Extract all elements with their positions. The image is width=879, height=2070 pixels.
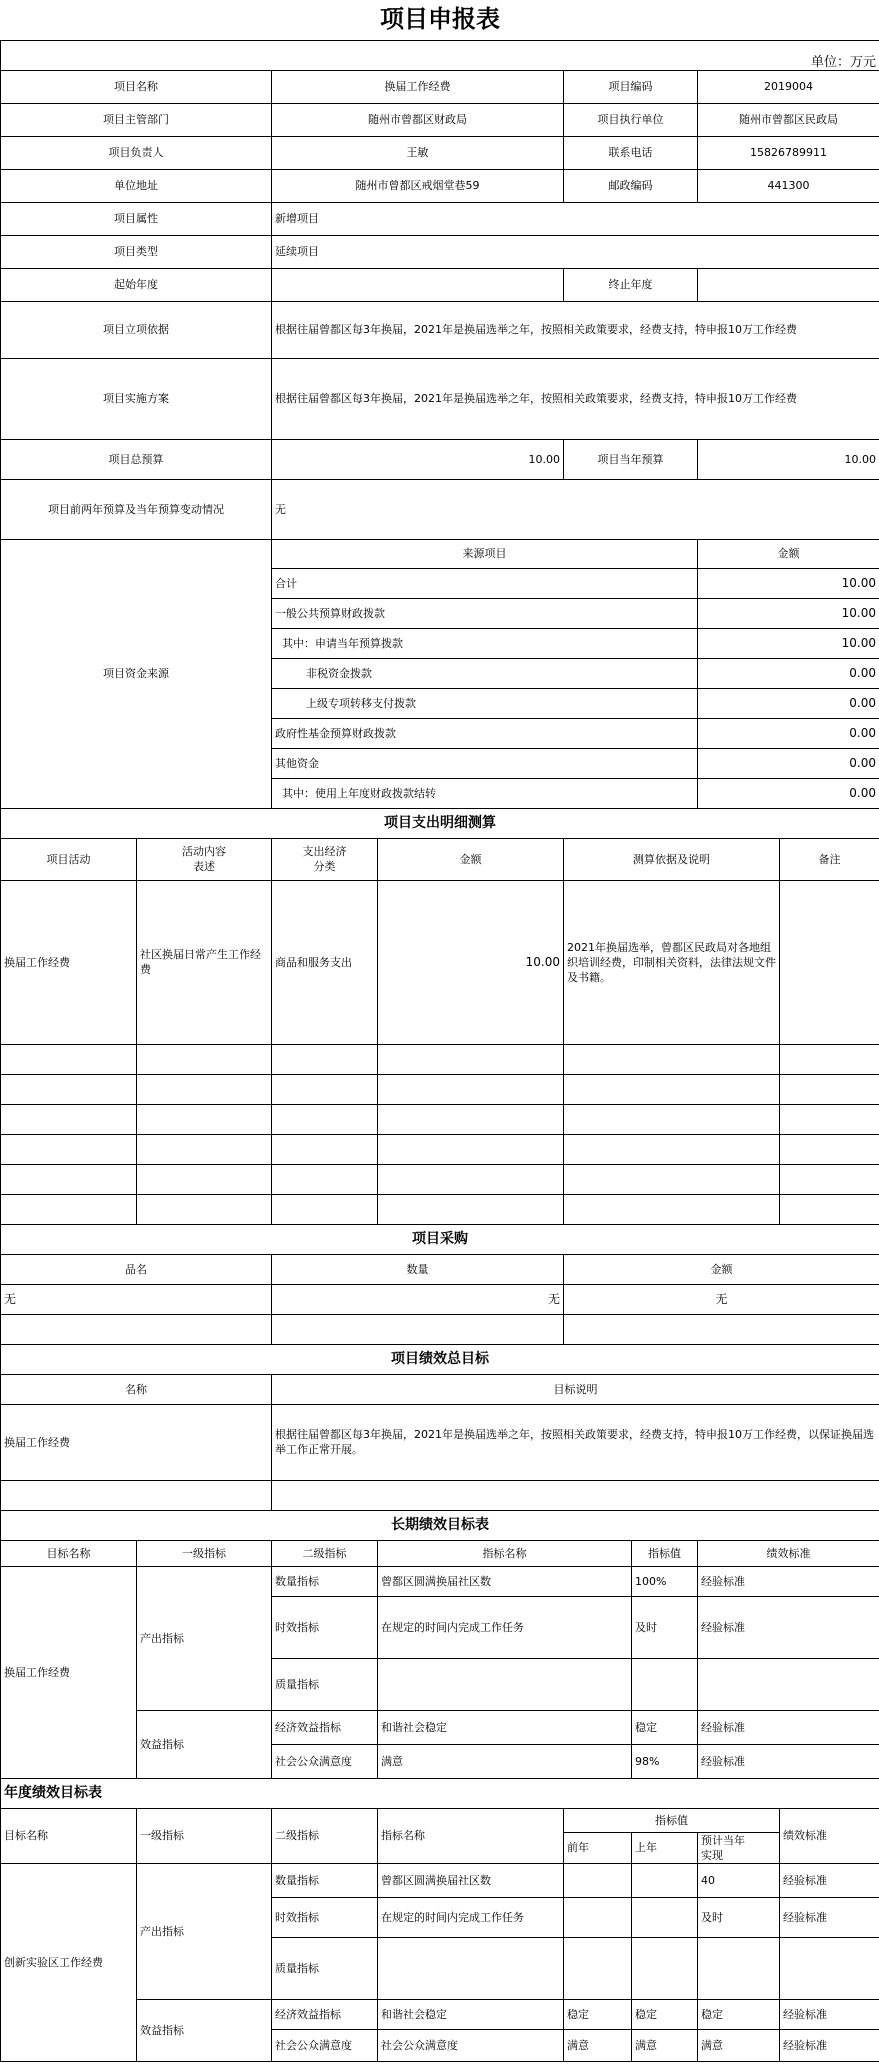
- unit-label: 单位：万元: [1, 40, 879, 70]
- annual-header-l2: 二级指标: [272, 1808, 378, 1863]
- funding-row-name: 一般公共预算财政拨款: [272, 598, 698, 628]
- funding-row-name: 非税资金拨款: [272, 658, 698, 688]
- expense-header-basis: 测算依据及说明: [564, 838, 780, 880]
- project-code-value: 2019004: [698, 70, 879, 103]
- annual-header-target: 目标名称: [1, 1808, 137, 1863]
- expense-note: [780, 880, 879, 1044]
- funding-row-amount: 0.00: [698, 658, 879, 688]
- annual-prev2: 满意: [564, 2029, 632, 2061]
- annual-target: 创新实验区工作经费: [1, 1863, 137, 2061]
- long-term-l2: 时效指标: [272, 1596, 378, 1658]
- project-name-value: 换届工作经费: [272, 70, 564, 103]
- plan-value: 根据往届曾都区每3年换届，2021年是换届选举之年，按照相关政策要求，经费支持，特申报10万工作经费: [272, 358, 879, 439]
- expense-header-amount: 金额: [378, 838, 564, 880]
- funding-row-amount: 0.00: [698, 688, 879, 718]
- person-label: 项目负责人: [1, 136, 272, 169]
- procurement-header-amount: 金额: [564, 1254, 879, 1284]
- funding-row-amount: 0.00: [698, 748, 879, 778]
- long-term-header-l1: 一级指标: [137, 1540, 272, 1566]
- funding-label: 项目资金来源: [1, 539, 272, 808]
- funding-row-amount: 10.00: [698, 568, 879, 598]
- end-year-value: [698, 268, 879, 301]
- expense-empty-row: [1, 1134, 879, 1164]
- expense-content: 社区换届日常产生工作经费: [137, 880, 272, 1044]
- annual-std: [780, 1937, 879, 1999]
- long-term-section-title: 长期绩效目标表: [1, 1510, 879, 1540]
- annual-header-value: 指标值: [564, 1808, 780, 1832]
- expense-category: 商品和服务支出: [272, 880, 378, 1044]
- procurement-section-title: 项目采购: [1, 1224, 879, 1254]
- attr-value: 新增项目: [272, 202, 879, 235]
- expense-empty-row: [1, 1044, 879, 1074]
- perf-goal-desc: 根据往届曾都区每3年换届，2021年是换届选举之年，按照相关政策要求，经费支持，特申报10万工作经费，以保证换届选举工作正常开展。: [272, 1404, 879, 1480]
- total-budget-value: 10.00: [272, 439, 564, 479]
- annual-header-std: 绩效标准: [780, 1808, 879, 1863]
- funding-row-amount: 10.00: [698, 628, 879, 658]
- long-term-std: 经验标准: [698, 1566, 879, 1596]
- long-term-target: 换届工作经费: [1, 1566, 137, 1778]
- long-term-l2: 社会公众满意度: [272, 1744, 378, 1778]
- expense-header-activity: 项目活动: [1, 838, 137, 880]
- annual-l2: 社会公众满意度: [272, 2029, 378, 2061]
- expense-activity: 换届工作经费: [1, 880, 137, 1044]
- annual-current: 满意: [698, 2029, 780, 2061]
- expense-header-note: 备注: [780, 838, 879, 880]
- annual-name: 和谐社会稳定: [378, 1999, 564, 2029]
- annual-std: 经验标准: [780, 1999, 879, 2029]
- expense-header-content: 活动内容 表述: [137, 838, 272, 880]
- annual-current: 40: [698, 1863, 780, 1897]
- funding-row-name: 其中：申请当年预算拨款: [272, 628, 698, 658]
- project-code-label: 项目编码: [564, 70, 698, 103]
- phone-label: 联系电话: [564, 136, 698, 169]
- annual-std: 经验标准: [780, 1863, 879, 1897]
- long-term-header-std: 绩效标准: [698, 1540, 879, 1566]
- dept-label: 项目主管部门: [1, 103, 272, 136]
- expense-header-category: 支出经济 分类: [272, 838, 378, 880]
- funding-row-name: 其中：使用上年度财政拨款结转: [272, 778, 698, 808]
- start-year-label: 起始年度: [1, 268, 272, 301]
- plan-label: 项目实施方案: [1, 358, 272, 439]
- annual-header-current: 预计当年 实现: [698, 1832, 780, 1863]
- annual-name: 在规定的时间内完成工作任务: [378, 1897, 564, 1937]
- annual-header-prev2: 前年: [564, 1832, 632, 1863]
- long-term-value: [632, 1658, 698, 1710]
- person-value: 王敏: [272, 136, 564, 169]
- basis-value: 根据往届曾都区每3年换届，2021年是换届选举之年，按照相关政策要求，经费支持，特申报10万工作经费: [272, 301, 879, 358]
- long-term-header-target: 目标名称: [1, 1540, 137, 1566]
- annual-header-prev: 上年: [632, 1832, 698, 1863]
- long-term-effect-indicator: 效益指标: [137, 1710, 272, 1778]
- project-name-label: 项目名称: [1, 70, 272, 103]
- long-term-name: [378, 1658, 632, 1710]
- expense-empty-row: [1, 1104, 879, 1134]
- annual-section-title: 年度绩效目标表: [1, 1778, 879, 1808]
- annual-name: 曾都区圆满换届社区数: [378, 1863, 564, 1897]
- long-term-output-indicator: 产出指标: [137, 1566, 272, 1710]
- perf-goal-header-desc: 目标说明: [272, 1374, 879, 1404]
- procurement-empty-row: [1, 1314, 879, 1344]
- funding-row-amount: 0.00: [698, 778, 879, 808]
- annual-header-name: 指标名称: [378, 1808, 564, 1863]
- funding-row-name: 合计: [272, 568, 698, 598]
- long-term-value: 稳定: [632, 1710, 698, 1744]
- procurement-header-item: 品名: [1, 1254, 272, 1284]
- type-value: 延续项目: [272, 235, 879, 268]
- annual-std: 经验标准: [780, 1897, 879, 1937]
- perf-goal-header-name: 名称: [1, 1374, 272, 1404]
- annual-l2: 时效指标: [272, 1897, 378, 1937]
- budget-change-value: 无: [272, 479, 879, 539]
- annual-prev2: [564, 1937, 632, 1999]
- long-term-l2: 质量指标: [272, 1658, 378, 1710]
- expense-amount: 10.00: [378, 880, 564, 1044]
- perf-goal-section-title: 项目绩效总目标: [1, 1344, 879, 1374]
- type-label: 项目类型: [1, 235, 272, 268]
- address-value: 随州市曾都区戒烟堂巷59: [272, 169, 564, 202]
- perf-goal-empty-row: [1, 1480, 879, 1510]
- annual-prev: [632, 1897, 698, 1937]
- procurement-amount: 无: [564, 1284, 879, 1314]
- exec-label: 项目执行单位: [564, 103, 698, 136]
- long-term-value: 及时: [632, 1596, 698, 1658]
- annual-current: 稳定: [698, 1999, 780, 2029]
- attr-label: 项目属性: [1, 202, 272, 235]
- procurement-header-qty: 数量: [272, 1254, 564, 1284]
- long-term-header-name: 指标名称: [378, 1540, 632, 1566]
- long-term-std: 经验标准: [698, 1710, 879, 1744]
- long-term-l2: 数量指标: [272, 1566, 378, 1596]
- zip-value: 441300: [698, 169, 879, 202]
- phone-value: 15826789911: [698, 136, 879, 169]
- annual-prev: 满意: [632, 2029, 698, 2061]
- end-year-label: 终止年度: [564, 268, 698, 301]
- funding-row-amount: 0.00: [698, 718, 879, 748]
- annual-prev2: [564, 1863, 632, 1897]
- annual-prev2: [564, 1897, 632, 1937]
- long-term-header-l2: 二级指标: [272, 1540, 378, 1566]
- long-term-name: 在规定的时间内完成工作任务: [378, 1596, 632, 1658]
- long-term-value: 98%: [632, 1744, 698, 1778]
- page-title: 项目申报表: [1, 0, 879, 40]
- exec-value: 随州市曾都区民政局: [698, 103, 879, 136]
- total-budget-label: 项目总预算: [1, 439, 272, 479]
- annual-l2: 数量指标: [272, 1863, 378, 1897]
- funding-source-header: 来源项目: [272, 539, 698, 568]
- funding-row-name: 上级专项转移支付拨款: [272, 688, 698, 718]
- long-term-name: 和谐社会稳定: [378, 1710, 632, 1744]
- year-budget-value: 10.00: [698, 439, 879, 479]
- long-term-std: 经验标准: [698, 1744, 879, 1778]
- long-term-name: 曾都区圆满换届社区数: [378, 1566, 632, 1596]
- expense-empty-row: [1, 1074, 879, 1104]
- annual-current: 及时: [698, 1897, 780, 1937]
- expense-empty-row: [1, 1194, 879, 1224]
- long-term-l2: 经济效益指标: [272, 1710, 378, 1744]
- funding-row-name: 其他资金: [272, 748, 698, 778]
- long-term-name: 满意: [378, 1744, 632, 1778]
- annual-name: [378, 1937, 564, 1999]
- address-label: 单位地址: [1, 169, 272, 202]
- procurement-qty: 无: [272, 1284, 564, 1314]
- procurement-item: 无: [1, 1284, 272, 1314]
- perf-goal-name: 换届工作经费: [1, 1404, 272, 1480]
- annual-name: 社会公众满意度: [378, 2029, 564, 2061]
- long-term-std: [698, 1658, 879, 1710]
- expense-section-title: 项目支出明细测算: [1, 808, 879, 838]
- funding-row-name: 政府性基金预算财政拨款: [272, 718, 698, 748]
- basis-label: 项目立项依据: [1, 301, 272, 358]
- zip-label: 邮政编码: [564, 169, 698, 202]
- funding-row-amount: 10.00: [698, 598, 879, 628]
- expense-empty-row: [1, 1164, 879, 1194]
- funding-amount-header: 金额: [698, 539, 879, 568]
- annual-output-indicator: 产出指标: [137, 1863, 272, 1999]
- long-term-std: 经验标准: [698, 1596, 879, 1658]
- dept-value: 随州市曾都区财政局: [272, 103, 564, 136]
- year-budget-label: 项目当年预算: [564, 439, 698, 479]
- annual-prev2: 稳定: [564, 1999, 632, 2029]
- long-term-header-value: 指标值: [632, 1540, 698, 1566]
- annual-prev: [632, 1937, 698, 1999]
- annual-prev: 稳定: [632, 1999, 698, 2029]
- annual-l2: 经济效益指标: [272, 1999, 378, 2029]
- annual-effect-indicator: 效益指标: [137, 1999, 272, 2061]
- long-term-value: 100%: [632, 1566, 698, 1596]
- annual-l2: 质量指标: [272, 1937, 378, 1999]
- budget-change-label: 项目前两年预算及当年预算变动情况: [1, 479, 272, 539]
- annual-std: 经验标准: [780, 2029, 879, 2061]
- annual-prev: [632, 1863, 698, 1897]
- expense-basis: 2021年换届选举，曾都区民政局对各地组织培训经费，印制相关资料，法律法规文件及书籍。: [564, 880, 780, 1044]
- annual-current: [698, 1937, 780, 1999]
- start-year-value: [272, 268, 564, 301]
- annual-header-l1: 一级指标: [137, 1808, 272, 1863]
